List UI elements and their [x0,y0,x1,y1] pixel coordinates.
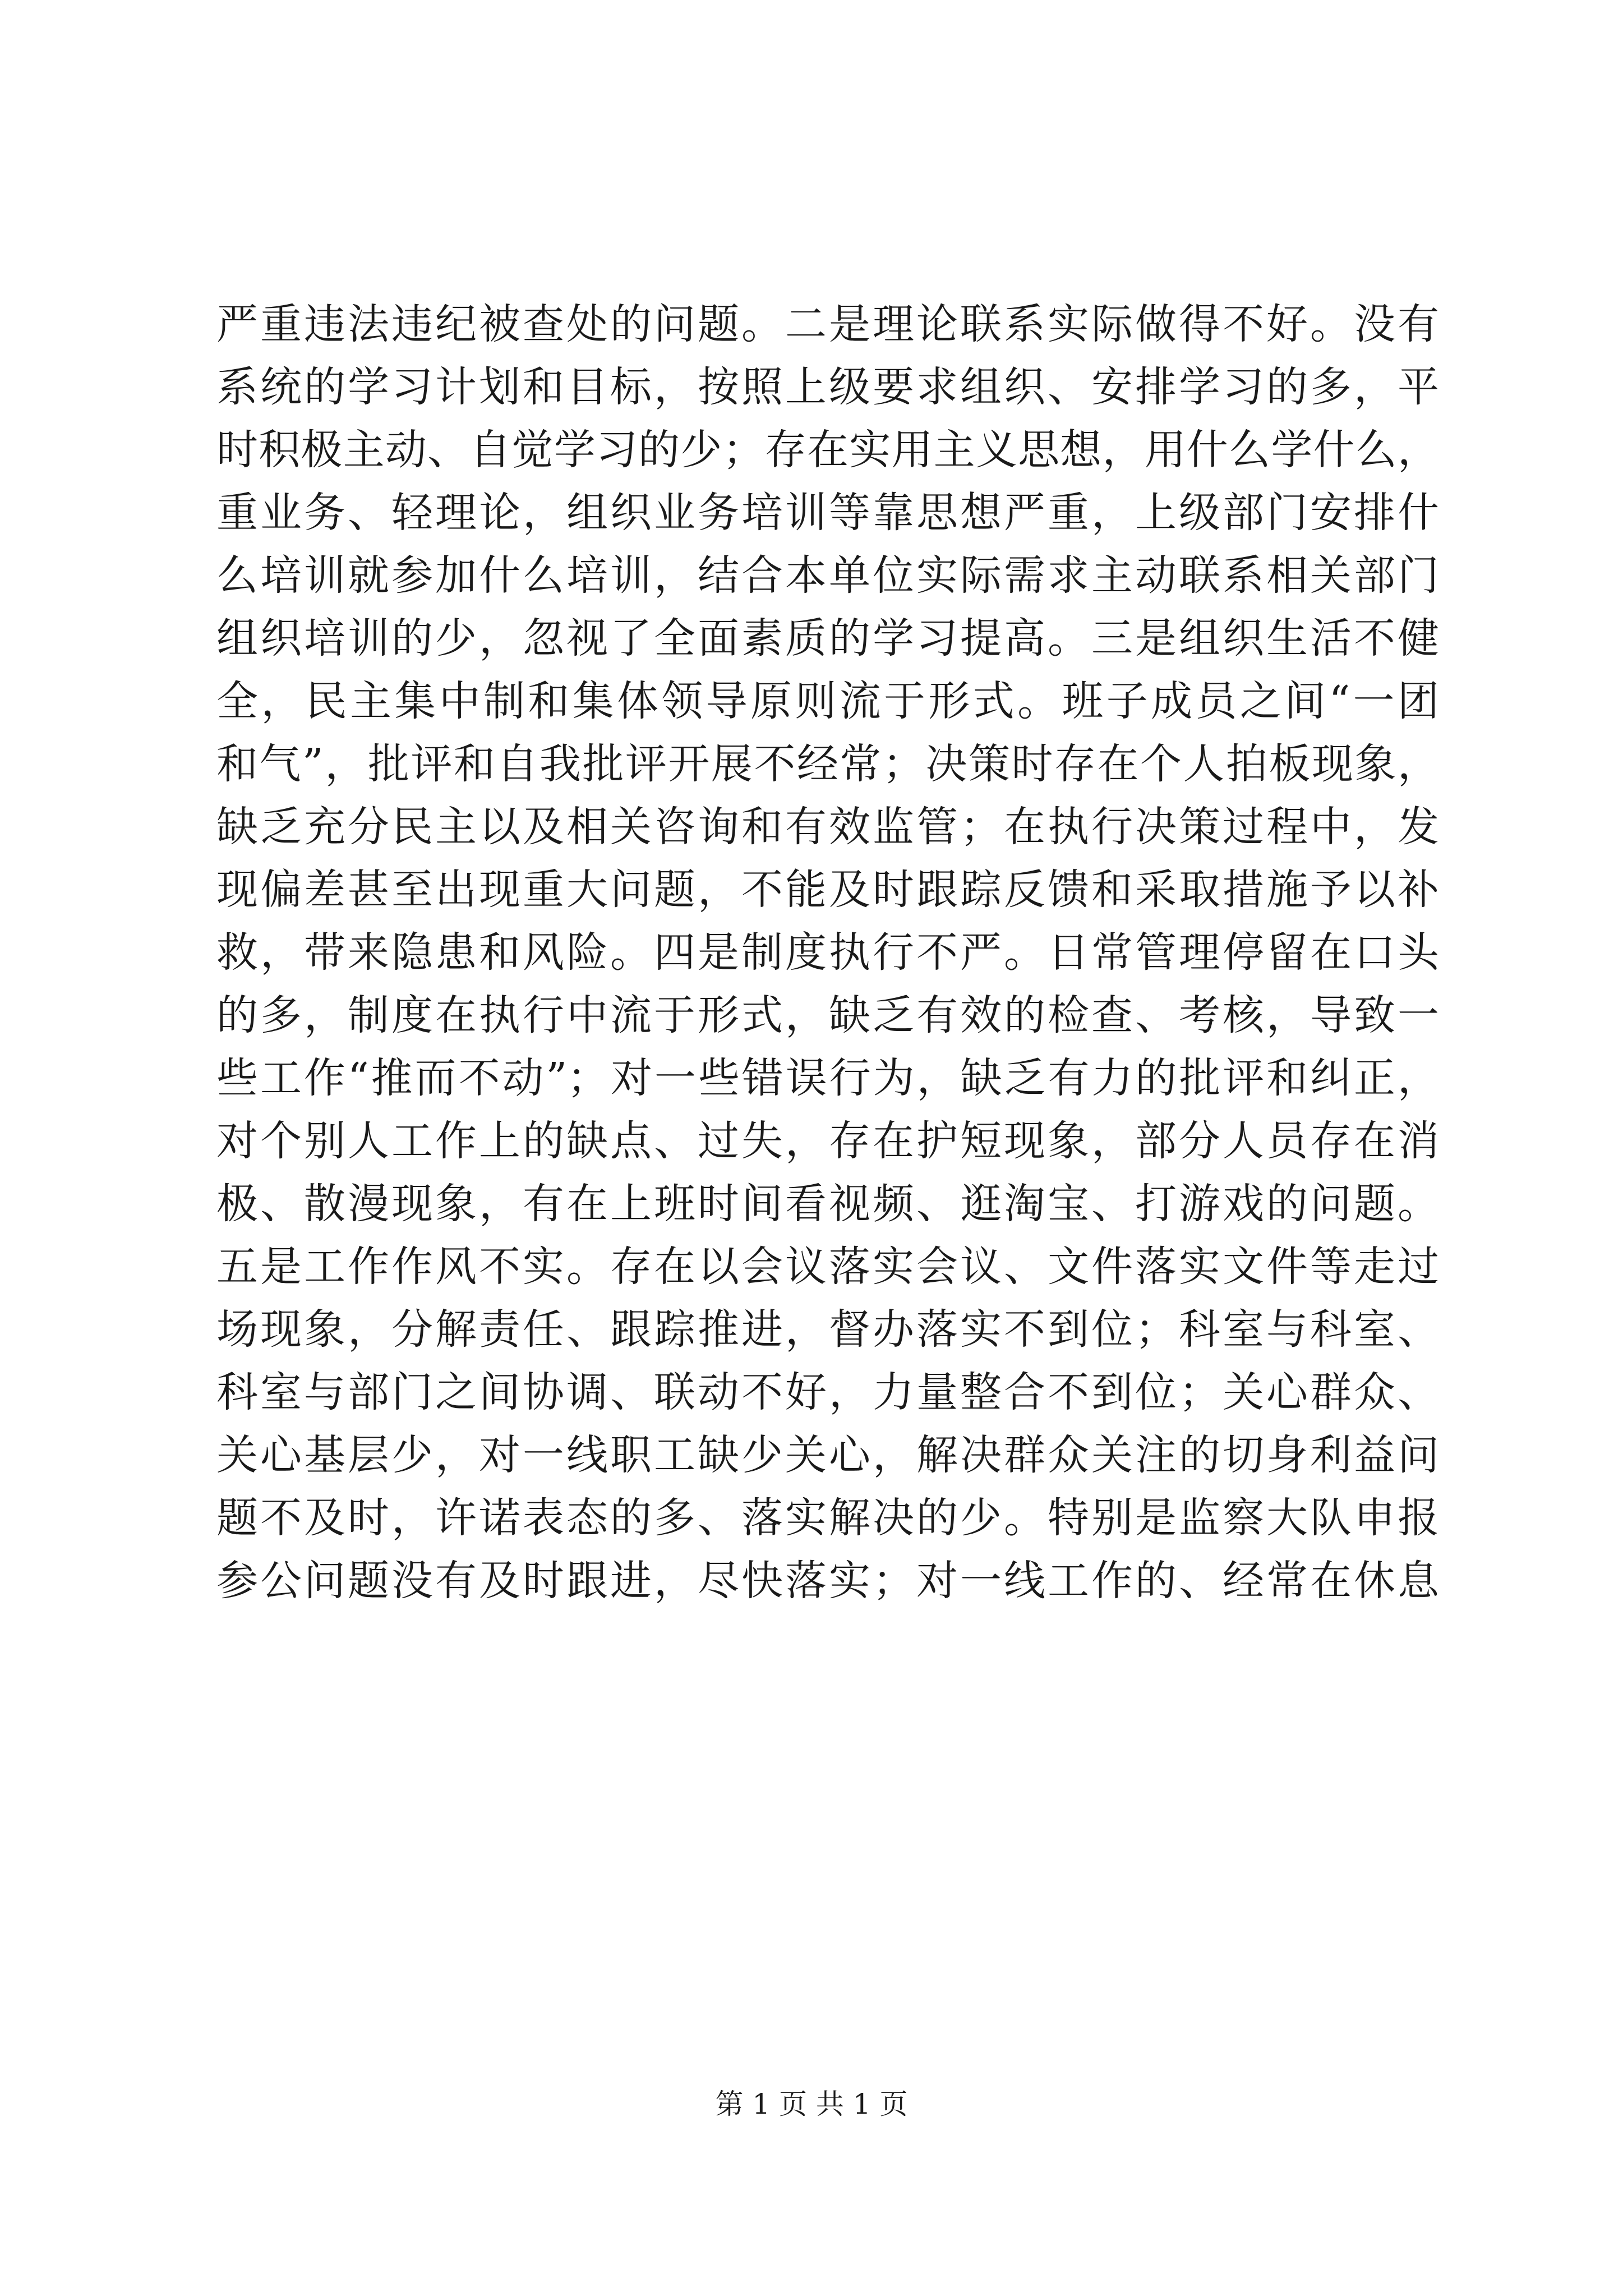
body-text [216,293,1439,1612]
text-line: 对个别人工作上的缺点、过失，存在护短现象，部分人员存在消 [216,1117,1439,1165]
text-line: 五是工作作风不实。存在以会议落实会议、文件落实文件等走过 [216,1243,1439,1291]
text-line: 缺乏充分民主以及相关咨询和有效监管；在执行决策过程中，发 [216,803,1439,851]
text-line: 组织培训的少，忽视了全面素质的学习提高。三是组织生活不健 [216,614,1439,662]
text-line: 题不及时，许诺表态的多、落实解决的少。特别是监察大队申报 [216,1494,1439,1542]
text-line: 的多，制度在执行中流于形式，缺乏有效的检查、考核，导致一 [216,991,1439,1039]
text-line: 和气”，批评和自我批评开展不经常；决策时存在个人拍板现象， [216,740,1439,788]
text-line: 救，带来隐患和风险。四是制度执行不严。日常管理停留在口头 [216,928,1439,977]
text-line: 现偏差甚至出现重大问题，不能及时跟踪反馈和采取措施予以补 [216,866,1439,914]
text-line: 么培训就参加什么培训，结合本单位实际需求主动联系相关部门 [216,551,1439,600]
text-line: 严重违法违纪被查处的问题。二是理论联系实际做得不好。没有 [216,300,1439,348]
text-line: 全，民主集中制和集体领导原则流于形式。班子成员之间“一团 [216,677,1439,725]
text-line: 参公问题没有及时跟进，尽快落实；对一线工作的、经常在休息 [216,1557,1439,1605]
text-line: 时积极主动、自觉学习的少；存在实用主义思想，用什么学什么， [216,426,1439,474]
page-number-label: 第 1 页 共 1 页 [715,2088,908,2120]
text-line: 科室与部门之间协调、联动不好，力量整合不到位；关心群众、 [216,1368,1439,1416]
text-line: 场现象，分解责任、跟踪推进，督办落实不到位；科室与科室、 [216,1305,1439,1354]
text-line: 重业务、轻理论，组织业务培训等靠思想严重，上级部门安排什 [216,489,1439,537]
text-line: 极、散漫现象，有在上班时间看视频、逛淘宝、打游戏的问题。 [216,1180,1439,1228]
page-footer [0,2085,1623,2124]
text-line: 些工作“推而不动”；对一些错误行为，缺乏有力的批评和纠正， [216,1054,1439,1102]
text-line: 关心基层少，对一线职工缺少关心，解决群众关注的切身利益问 [216,1431,1439,1479]
text-line: 系统的学习计划和目标，按照上级要求组织、安排学习的多，平 [216,363,1439,411]
